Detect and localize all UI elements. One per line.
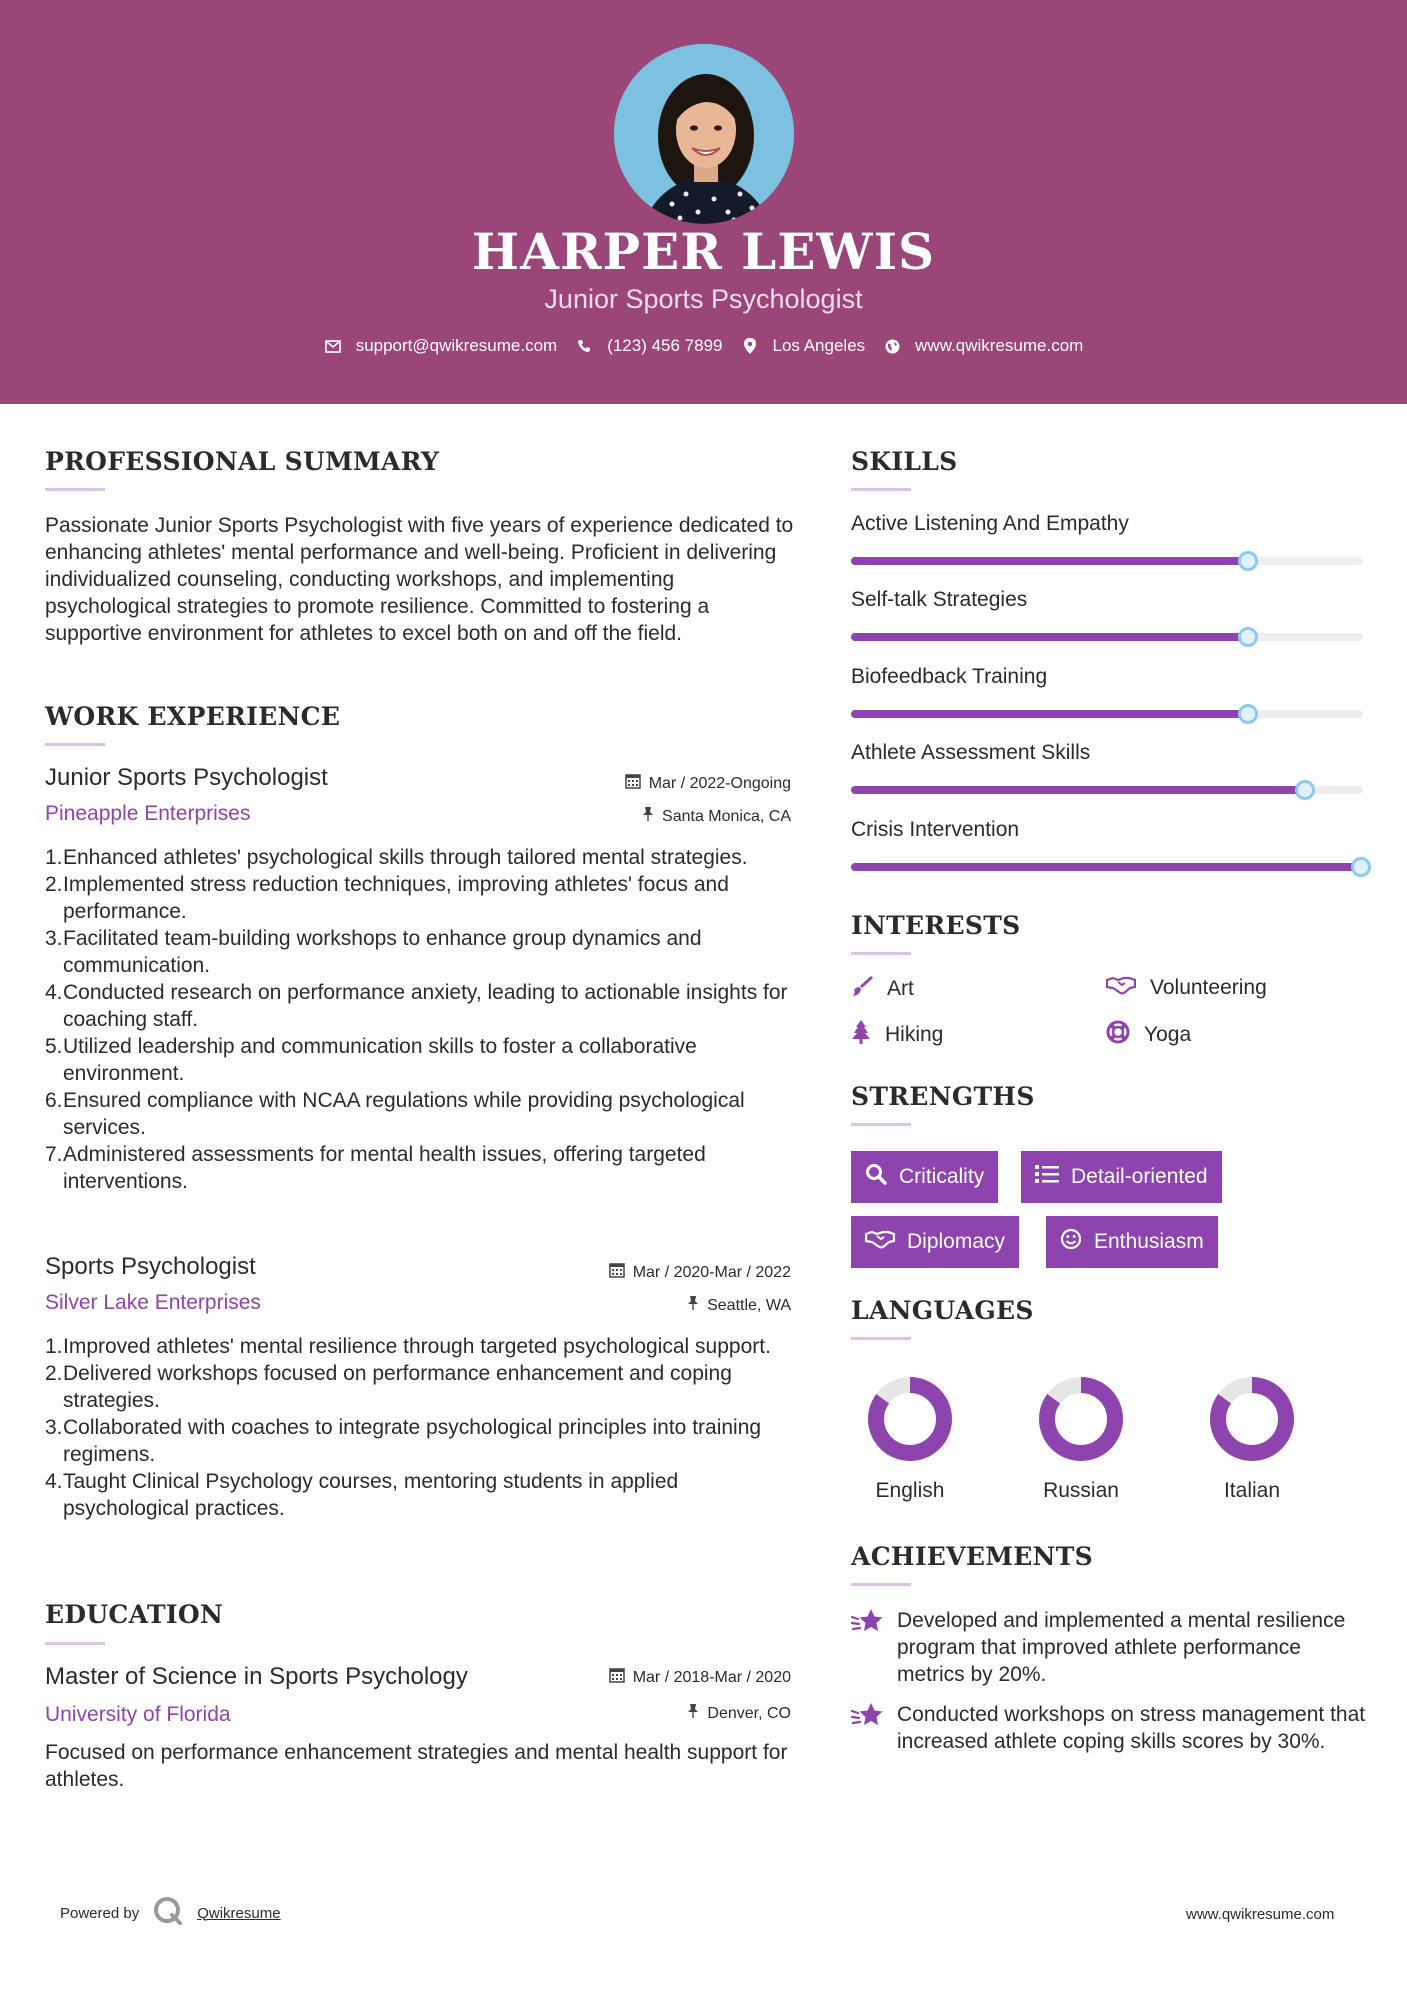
achievement-item: Conducted workshops on stress management that increased athlete coping skills scores by 30%. [851, 1701, 1371, 1755]
interest-item: Art [851, 975, 914, 1003]
pushpin-icon [642, 806, 654, 827]
language-label: Italian [1223, 1479, 1281, 1502]
experience-divider [45, 743, 105, 746]
location-text: Los Angeles [772, 336, 866, 355]
profile-photo [614, 44, 794, 224]
achievements-heading: ACHIEVEMENTS [851, 1542, 1093, 1571]
phone-text[interactable]: (123) 456 7899 [607, 336, 723, 355]
language-donut [865, 1374, 955, 1464]
strengths-heading: STRENGTHS [851, 1082, 1035, 1111]
candidate-name: HARPER LEWIS [471, 222, 936, 281]
education-location-text: Denver, CO [707, 1704, 791, 1722]
shooting-star-icon [851, 1701, 885, 1755]
job-title: Junior Sports Psychologist [45, 764, 328, 791]
skill-bar-fill [851, 633, 1250, 641]
list-item: 4. Taught Clinical Psychology courses, mentoring students in applied psychological practices. [45, 1470, 679, 1520]
list-item: 2. Implemented stress reduction techniques, improving athletes' focus and performance. [45, 873, 729, 923]
education-text: Focused on performance enhancement strategies and mental health support for athletes. [45, 1741, 788, 1791]
strength-chip: Diplomacy [851, 1216, 1019, 1268]
interest-item: Hiking [851, 1020, 943, 1050]
job-date-text: Mar / 2020-Mar / 2022 [632, 1263, 791, 1281]
language-label: English [875, 1479, 945, 1502]
job-location [687, 1295, 791, 1316]
skill-bar [851, 633, 1363, 641]
job-location-text: Santa Monica, CA [662, 807, 791, 825]
skill-label: Athlete Assessment Skills [851, 741, 1091, 764]
tree-icon [851, 1020, 871, 1050]
skill-bar-fill [851, 710, 1250, 718]
language-label: Russian [1043, 1479, 1119, 1502]
paintbrush-icon [851, 975, 873, 1003]
candidate-title: Junior Sports Psychologist [544, 284, 863, 314]
job-location-text: Seattle, WA [707, 1296, 791, 1314]
email-text[interactable]: support@qwikresume.com [355, 336, 558, 355]
list-item: 3. Collaborated with coaches to integrate psychological principles into training regimens. [45, 1416, 762, 1466]
handshake-icon [1106, 975, 1136, 1001]
language-item [1197, 1374, 1307, 1503]
language-item [1026, 1374, 1136, 1503]
list-icon [1035, 1164, 1059, 1190]
skill-bar-knob [1295, 780, 1315, 800]
powered-by-text: Powered by [60, 1904, 140, 1922]
list-item: 4. Conducted research on performance anxiety, leading to actionable insights for coaching staff. [45, 981, 788, 1031]
calendar-icon [609, 1262, 625, 1283]
language-item [855, 1374, 965, 1503]
shooting-star-icon [851, 1607, 885, 1688]
contact-phone[interactable] [575, 336, 722, 356]
job-title: Sports Psychologist [45, 1253, 256, 1280]
calendar-icon [625, 773, 641, 794]
skill-bar-fill [851, 557, 1250, 565]
skill-bar-knob [1351, 857, 1371, 877]
resume-header [0, 0, 1407, 404]
list-item: 6. Ensured compliance with NCAA regulations while providing psychological services. [45, 1089, 745, 1139]
interests-divider [851, 952, 911, 955]
job-bullets [45, 844, 795, 1195]
list-item: 3. Facilitated team-building workshops to enhance group dynamics and communication. [45, 927, 702, 977]
search-icon [865, 1163, 887, 1191]
skills-heading: SKILLS [851, 447, 958, 476]
handshake-icon [865, 1229, 895, 1255]
envelope-icon [324, 337, 342, 355]
list-item: 1. Enhanced athletes' psychological skills through tailored mental strategies. [45, 846, 748, 869]
strengths-divider [851, 1123, 911, 1126]
list-item: 5. Utilized leadership and communication skills to foster a collaborative environment. [45, 1035, 697, 1085]
skills-divider [851, 488, 911, 491]
skill-bar [851, 786, 1363, 794]
languages-heading: LANGUAGES [851, 1296, 1034, 1325]
calendar-icon [609, 1667, 625, 1688]
contact-website[interactable] [883, 336, 1083, 356]
contact-email[interactable] [324, 336, 558, 356]
achievement-item: Developed and implemented a mental resilience program that improved athlete performance metrics by 20%. [851, 1607, 1371, 1688]
education-divider [45, 1642, 105, 1645]
job-bullets [45, 1333, 795, 1522]
skill-bar-knob [1238, 551, 1258, 571]
phone-icon [575, 337, 593, 355]
skill-bar [851, 863, 1363, 871]
experience-heading: WORK EXPERIENCE [45, 702, 341, 731]
pushpin-icon [687, 1703, 699, 1724]
skill-label: Self-talk Strategies [851, 588, 1028, 611]
skill-label: Biofeedback Training [851, 665, 1048, 688]
interest-item: Volunteering [1106, 975, 1267, 1001]
achievements-divider [851, 1583, 911, 1586]
education-heading: EDUCATION [45, 1600, 224, 1629]
summary-text: Passionate Junior Sports Psychologist with five years of experience dedicated to enhancing athletes' mental performance and well-being. Proficient in delivering individualized counseling, conducting workshops, and implementing psychological strategies to promote resilience. Committed to fostering a supportive environment for athletes to excel both on and off the field. [45, 514, 794, 645]
footer-branding [60, 1896, 281, 1930]
job-date [625, 773, 791, 794]
skill-bar-knob [1238, 704, 1258, 724]
skill-bar-fill [851, 786, 1307, 794]
pushpin-icon [687, 1295, 699, 1316]
summary-divider [45, 488, 105, 491]
skill-label: Crisis Intervention [851, 818, 1020, 841]
skill-bar-knob [1238, 627, 1258, 647]
interest-item: Yoga [1106, 1020, 1191, 1050]
strength-chip: Criticality [851, 1151, 998, 1203]
strength-chip: Detail-oriented [1021, 1151, 1222, 1203]
job-company: Silver Lake Enterprises [45, 1291, 261, 1314]
job-date-text: Mar / 2022-Ongoing [648, 774, 791, 792]
list-item: 1. Improved athletes' mental resilience through targeted psychological support. [45, 1335, 771, 1358]
language-donut [1207, 1374, 1297, 1464]
job-location [642, 806, 791, 827]
education-date-text: Mar / 2018-Mar / 2020 [632, 1668, 791, 1686]
skill-bar [851, 710, 1363, 718]
education-location [687, 1703, 791, 1724]
contact-location [741, 336, 866, 356]
languages-divider [851, 1337, 911, 1340]
skill-bar-fill [851, 863, 1363, 871]
job-company: Pineapple Enterprises [45, 802, 251, 825]
list-item: 2. Delivered workshops focused on performance enhancement and coping strategies. [45, 1362, 732, 1412]
school-name: University of Florida [45, 1703, 231, 1726]
skill-label: Active Listening And Empathy [851, 512, 1129, 535]
job-date [609, 1262, 791, 1283]
qwikresume-logo-icon [153, 1896, 183, 1930]
strength-chip: Enthusiasm [1046, 1216, 1218, 1268]
smile-icon [1060, 1228, 1082, 1256]
globe-icon [883, 337, 901, 355]
summary-heading: PROFESSIONAL SUMMARY [45, 447, 440, 476]
skill-bar [851, 557, 1363, 565]
map-pin-icon [741, 337, 759, 355]
footer-website[interactable]: www.qwikresume.com [1186, 1906, 1335, 1923]
education-date [609, 1667, 791, 1688]
language-donut [1036, 1374, 1126, 1464]
brand-link[interactable]: Qwikresume [197, 1904, 281, 1922]
life-ring-icon [1106, 1020, 1130, 1050]
degree-title: Master of Science in Sports Psychology [45, 1663, 468, 1690]
interests-heading: INTERESTS [851, 911, 1021, 940]
contact-bar [0, 336, 1407, 356]
list-item: 7. Administered assessments for mental health issues, offering targeted interventions. [45, 1143, 706, 1193]
website-text[interactable]: www.qwikresume.com [915, 336, 1084, 355]
